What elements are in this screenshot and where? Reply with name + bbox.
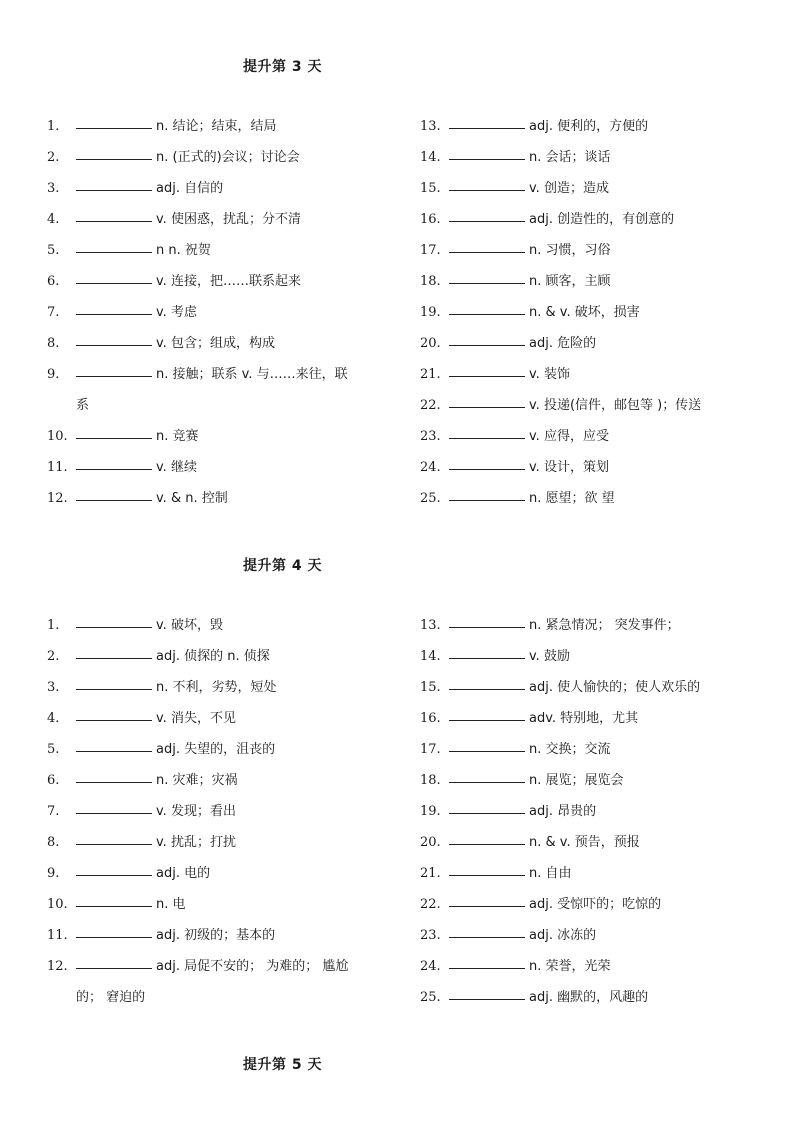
definition: adj. 受惊吓的；吃惊的 (529, 897, 662, 912)
definition: v. 应得，应受 (529, 429, 609, 444)
item-number: 23. (420, 928, 441, 943)
item-number: 7. (47, 804, 60, 819)
item-number: 3. (47, 680, 60, 695)
vocab-item (47, 610, 387, 641)
item-number: 19. (420, 804, 441, 819)
vocab-item (420, 641, 760, 672)
definition: n. 不利，劣势，短处 (156, 680, 277, 695)
answer-blank[interactable] (76, 221, 152, 222)
definition: v. 鼓励 (529, 649, 570, 664)
definition: adj. 使人愉快的；使人欢乐的 (529, 680, 701, 695)
answer-blank[interactable] (449, 875, 525, 876)
vocab-item (47, 452, 387, 483)
definition: n. 紧急情况； 突发事件； (529, 618, 680, 633)
definition: v. 扰乱；打扰 (156, 835, 236, 850)
vocab-item (47, 858, 387, 889)
vocab-item (420, 297, 760, 328)
item-number: 1. (47, 119, 60, 134)
definition: adj. 失望的，沮丧的 (156, 742, 276, 757)
definition: n. 交换；交流 (529, 742, 611, 757)
answer-blank[interactable] (76, 813, 152, 814)
answer-blank[interactable] (76, 376, 152, 377)
definition: n. & v. 预告，预报 (529, 835, 640, 850)
item-number: 1. (47, 618, 60, 633)
answer-blank[interactable] (76, 751, 152, 752)
vocab-item (420, 889, 760, 920)
item-number: 15. (420, 181, 441, 196)
vocab-item (47, 703, 387, 734)
vocab-item (420, 328, 760, 359)
item-number: 18. (420, 773, 441, 788)
answer-blank[interactable] (449, 376, 525, 377)
definition: v. 发现；看出 (156, 804, 236, 819)
definition: n. 习惯，习俗 (529, 243, 611, 258)
vocab-item (47, 297, 387, 328)
definition: v. 包含；组成，构成 (156, 336, 275, 351)
item-number: 14. (420, 649, 441, 664)
answer-blank[interactable] (449, 782, 525, 783)
answer-blank[interactable] (76, 314, 152, 315)
answer-blank[interactable] (449, 999, 525, 1000)
definition: adj. 初级的；基本的 (156, 928, 276, 943)
definition: n. 灾难；灾祸 (156, 773, 238, 788)
vocab-item (47, 111, 387, 142)
answer-blank[interactable] (76, 658, 152, 659)
vocab-item (420, 858, 760, 889)
item-number: 12. (47, 959, 68, 974)
item-number: 10. (47, 897, 68, 912)
vocab-item (420, 235, 760, 266)
definition-continued: 的； 窘迫的 (76, 990, 146, 1005)
vocab-item (420, 359, 760, 390)
definition: n. 电 (156, 897, 186, 912)
answer-blank[interactable] (76, 906, 152, 907)
vocab-item (420, 703, 760, 734)
item-number: 22. (420, 398, 441, 413)
item-number: 7. (47, 305, 60, 320)
item-number: 16. (420, 212, 441, 227)
answer-blank[interactable] (76, 345, 152, 346)
vocab-item (47, 483, 387, 514)
definition: adj. 昂贵的 (529, 804, 597, 819)
vocab-item (420, 765, 760, 796)
answer-blank[interactable] (449, 159, 525, 160)
answer-blank[interactable] (76, 128, 152, 129)
answer-blank[interactable] (76, 782, 152, 783)
answer-blank[interactable] (76, 438, 152, 439)
answer-blank[interactable] (76, 844, 152, 845)
item-number: 21. (420, 866, 441, 881)
definition: v. 消失，不见 (156, 711, 236, 726)
answer-blank[interactable] (76, 469, 152, 470)
item-number: 13. (420, 618, 441, 633)
vocab-item (420, 982, 760, 1013)
vocab-item (47, 827, 387, 858)
vocab-item (47, 359, 387, 421)
vocab-item (420, 421, 760, 452)
vocab-item (420, 142, 760, 173)
day-4-title: 提升第 4 天 (243, 558, 322, 574)
vocab-item (47, 266, 387, 297)
vocab-item (47, 142, 387, 173)
item-number: 20. (420, 336, 441, 351)
definition: adj. 电的 (156, 866, 211, 881)
vocab-item (420, 204, 760, 235)
item-number: 6. (47, 274, 60, 289)
answer-blank[interactable] (449, 720, 525, 721)
item-number: 10. (47, 429, 68, 444)
definition: n. 竞赛 (156, 429, 199, 444)
vocab-item (47, 173, 387, 204)
definition: n. 荣誉，光荣 (529, 959, 611, 974)
item-number: 16. (420, 711, 441, 726)
answer-blank[interactable] (76, 937, 152, 938)
item-number: 14. (420, 150, 441, 165)
answer-blank[interactable] (76, 283, 152, 284)
item-number: 18. (420, 274, 441, 289)
answer-blank[interactable] (76, 159, 152, 160)
item-number: 9. (47, 866, 60, 881)
definition: n. 展览；展览会 (529, 773, 624, 788)
vocab-item (420, 390, 760, 421)
definition: v. 破坏，毁 (156, 618, 223, 633)
day-5-title: 提升第 5 天 (243, 1057, 322, 1073)
definition: n. & v. 破坏，损害 (529, 305, 640, 320)
answer-blank[interactable] (449, 252, 525, 253)
definition: n. 自由 (529, 866, 572, 881)
definition: v. & n. 控制 (156, 491, 228, 506)
definition: n. 结论；结束，结局 (156, 119, 277, 134)
definition-continued: 系 (76, 398, 90, 413)
vocab-item (420, 610, 760, 641)
definition: adj. 局促不安的； 为难的； 尴尬 (156, 959, 349, 974)
item-number: 24. (420, 959, 441, 974)
definition: n. (正式的)会议；讨论会 (156, 150, 300, 165)
vocab-item (420, 452, 760, 483)
definition: v. 考虑 (156, 305, 197, 320)
answer-blank[interactable] (76, 720, 152, 721)
item-number: 15. (420, 680, 441, 695)
answer-blank[interactable] (76, 252, 152, 253)
vocab-item (47, 641, 387, 672)
answer-blank[interactable] (449, 128, 525, 129)
vocab-item (47, 765, 387, 796)
item-number: 21. (420, 367, 441, 382)
item-number: 23. (420, 429, 441, 444)
item-number: 12. (47, 491, 68, 506)
item-number: 20. (420, 835, 441, 850)
answer-blank[interactable] (76, 968, 152, 969)
answer-blank[interactable] (449, 937, 525, 938)
answer-blank[interactable] (76, 875, 152, 876)
definition: v. 使困惑，扰乱；分不清 (156, 212, 301, 227)
item-number: 6. (47, 773, 60, 788)
item-number: 4. (47, 212, 60, 227)
definition: adj. 便利的，方便的 (529, 119, 649, 134)
item-number: 17. (420, 742, 441, 757)
item-number: 17. (420, 243, 441, 258)
item-number: 24. (420, 460, 441, 475)
item-number: 5. (47, 243, 60, 258)
vocab-item (47, 889, 387, 920)
item-number: 19. (420, 305, 441, 320)
answer-blank[interactable] (449, 813, 525, 814)
definition: adj. 危险的 (529, 336, 597, 351)
vocab-item (47, 734, 387, 765)
definition: v. 连接，把……联系起来 (156, 274, 301, 289)
vocab-item (47, 328, 387, 359)
item-number: 3. (47, 181, 60, 196)
vocab-item (420, 266, 760, 297)
answer-blank[interactable] (76, 627, 152, 628)
definition: v. 设计，策划 (529, 460, 609, 475)
definition: adv. 特别地，尤其 (529, 711, 639, 726)
item-number: 2. (47, 150, 60, 165)
item-number: 2. (47, 649, 60, 664)
answer-blank[interactable] (449, 658, 525, 659)
item-number: 8. (47, 336, 60, 351)
answer-blank[interactable] (449, 345, 525, 346)
vocab-item (47, 235, 387, 266)
definition: adj. 创造性的，有创意的 (529, 212, 675, 227)
answer-blank[interactable] (449, 438, 525, 439)
answer-blank[interactable] (449, 968, 525, 969)
definition: n. 接触；联系 v. 与……来往，联 (156, 367, 348, 382)
definition: n. 顾客，主顾 (529, 274, 611, 289)
definition: adj. 自信的 (156, 181, 224, 196)
item-number: 4. (47, 711, 60, 726)
definition: v. 投递(信件，邮包等 )；传送 (529, 398, 702, 413)
vocab-item (420, 483, 760, 514)
definition: n. 愿望；欲 望 (529, 491, 615, 506)
definition: adj. 幽默的，风趣的 (529, 990, 649, 1005)
item-number: 22. (420, 897, 441, 912)
answer-blank[interactable] (76, 190, 152, 191)
definition: n n. 祝贺 (156, 243, 211, 258)
item-number: 11. (47, 460, 68, 475)
definition: v. 继续 (156, 460, 197, 475)
answer-blank[interactable] (449, 689, 525, 690)
vocab-item (47, 951, 387, 1013)
definition: v. 装饰 (529, 367, 570, 382)
answer-blank[interactable] (449, 906, 525, 907)
answer-blank[interactable] (449, 751, 525, 752)
item-number: 5. (47, 742, 60, 757)
definition: adj. 侦探的 n. 侦探 (156, 649, 270, 664)
item-number: 11. (47, 928, 68, 943)
vocab-item (420, 951, 760, 982)
item-number: 25. (420, 990, 441, 1005)
vocab-item (47, 421, 387, 452)
answer-blank[interactable] (449, 500, 525, 501)
answer-blank[interactable] (449, 221, 525, 222)
item-number: 8. (47, 835, 60, 850)
definition: n. 会话；谈话 (529, 150, 611, 165)
answer-blank[interactable] (449, 469, 525, 470)
answer-blank[interactable] (449, 283, 525, 284)
vocab-item (47, 672, 387, 703)
vocab-item (420, 827, 760, 858)
answer-blank[interactable] (449, 844, 525, 845)
answer-blank[interactable] (449, 627, 525, 628)
answer-blank[interactable] (449, 407, 525, 408)
vocab-item (47, 204, 387, 235)
vocab-item (47, 920, 387, 951)
vocab-item (420, 672, 760, 703)
day-3-title: 提升第 3 天 (243, 59, 322, 75)
item-number: 13. (420, 119, 441, 134)
answer-blank[interactable] (449, 190, 525, 191)
vocab-item (47, 796, 387, 827)
vocab-item (420, 796, 760, 827)
definition: adj. 冰冻的 (529, 928, 597, 943)
answer-blank[interactable] (76, 500, 152, 501)
answer-blank[interactable] (76, 689, 152, 690)
vocab-item (420, 734, 760, 765)
item-number: 9. (47, 367, 60, 382)
definition: v. 创造；造成 (529, 181, 609, 196)
vocab-item (420, 920, 760, 951)
answer-blank[interactable] (449, 314, 525, 315)
vocab-item (420, 173, 760, 204)
item-number: 25. (420, 491, 441, 506)
vocab-item (420, 111, 760, 142)
